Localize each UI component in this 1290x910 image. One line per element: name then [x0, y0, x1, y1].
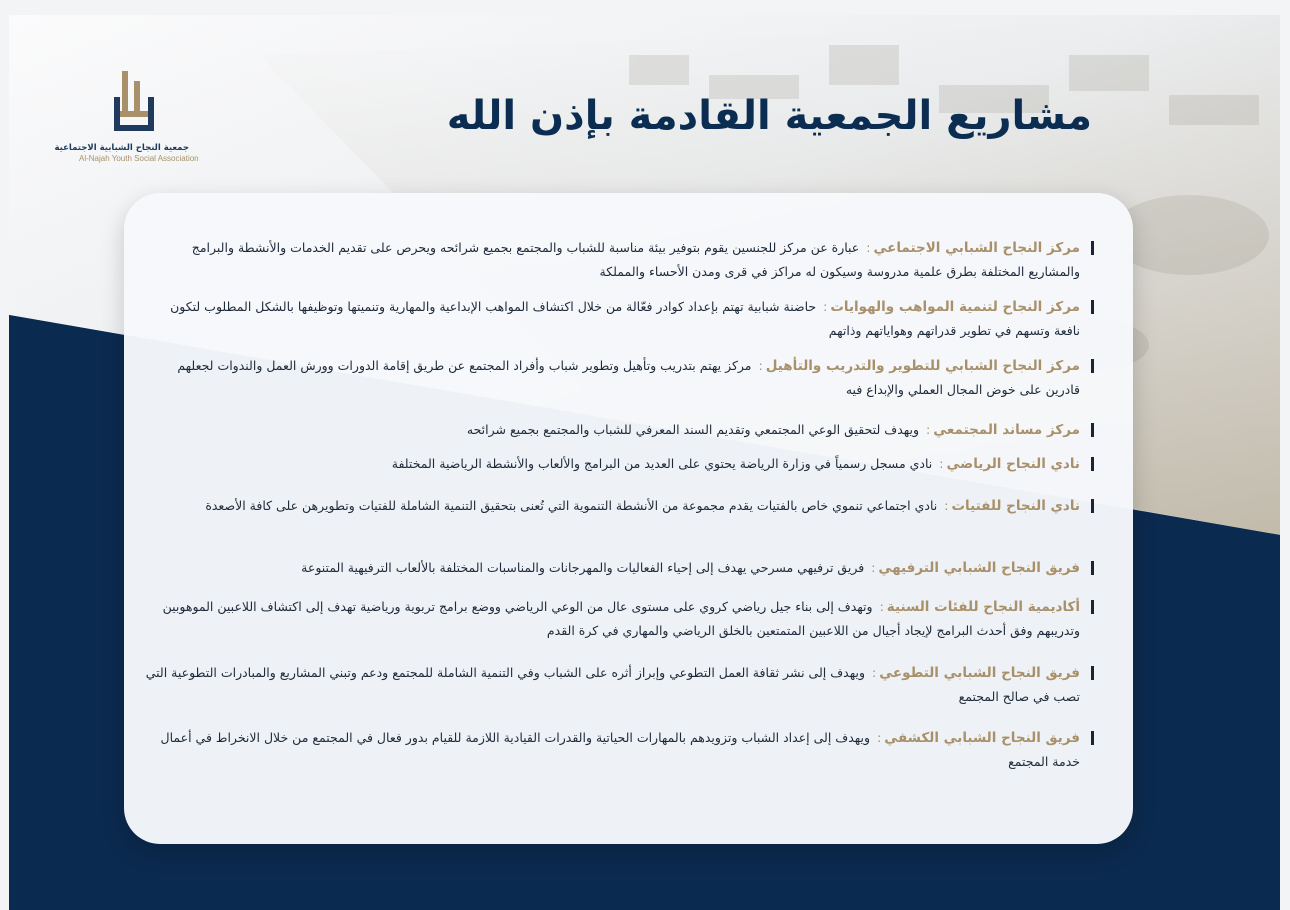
logo-text-english: Al-Najah Youth Social Association [79, 154, 199, 163]
project-item [144, 595, 1094, 642]
separator: : [866, 240, 871, 255]
project-item [144, 354, 1094, 401]
project-description: ويهدف لتحقيق الوعي المجتمعي وتقديم السند المعرفي للشباب والمجتمع بجميع شرائحه [466, 422, 920, 437]
separator: : [823, 299, 828, 314]
separator: : [871, 560, 876, 575]
project-name: فريق النجاح الشبابي التطوعي [879, 665, 1080, 681]
project-item [144, 494, 1094, 518]
project-description: نادي مسجل رسمياً في وزارة الرياضة يحتوي على العديد من البرامج والألعاب والأنشطة الرياضية المختلفة [391, 456, 933, 471]
association-logo [54, 67, 199, 177]
project-name: أكاديمية النجاح للفئات السنية [886, 599, 1080, 615]
project-name: فريق النجاح الشبابي الترفيهي [878, 560, 1080, 576]
separator: : [944, 498, 949, 513]
separator: : [939, 456, 944, 471]
project-item [144, 418, 1094, 442]
project-description: فريق ترفيهي مسرحي يهدف إلى إحياء الفعاليات والمهرجانات والمناسبات المختلفة بالألعاب الترفيهية المتنوعة [301, 560, 865, 575]
project-name: مركز مساند المجتمعي [933, 422, 1080, 438]
project-item [144, 295, 1094, 342]
projects-card [124, 193, 1133, 844]
project-name: مركز النجاح الشبابي الاجتماعي [873, 240, 1080, 256]
page-title: مشاريع الجمعية القادمة بإذن الله [446, 93, 1092, 139]
project-name: فريق النجاح الشبابي الكشفي [884, 730, 1080, 746]
project-name: نادي النجاح الرياضي [946, 456, 1080, 472]
separator: : [926, 422, 931, 437]
project-item [144, 236, 1094, 283]
page [9, 15, 1280, 910]
project-item [144, 556, 1094, 580]
separator: : [877, 730, 882, 745]
separator: : [879, 599, 884, 614]
project-name: نادي النجاح للفتيات [951, 498, 1080, 514]
separator: : [872, 665, 877, 680]
project-description: عبارة عن مركز للجنسين يقوم بتوفير بيئة مناسبة للشباب والمجتمع بجميع شرائحه ويحرص على تقديم الخدمات والأنشطة والبرامج والمشاريع المختلفة بطرق علمية مدروسة وسيكون له مراكز في قرى ومدن الأحساء والمملكة [191, 240, 1080, 279]
project-description: وتهدف إلى بناء جيل رياضي كروي على مستوى عال من الوعي الرياضي ووضع برامج تربوية ورياضية تهدف إلى اكتشاف اللاعبين الموهوبين وتدريبهم وفق أحدث البرامج لإيجاد أجيال من اللاعبين المتمتعين بالخلق الرياضي والمهاري في كرة القدم [162, 599, 1080, 638]
project-item [144, 726, 1094, 773]
project-name: مركز النجاح لتنمية المواهب والهوايات [830, 299, 1080, 315]
project-description: ويهدف إلى نشر ثقافة العمل التطوعي وإبراز أثره على الشباب وفي التنمية الشاملة للمجتمع ودعم وتبني المشاريع والمبادرات التطوعية التي تصب في صالح المجتمع [145, 665, 1080, 704]
project-name: مركز النجاح الشبابي للتطوير والتدريب والتأهيل [765, 358, 1080, 374]
logo-mark-icon [104, 67, 164, 137]
project-description: ويهدف إلى إعداد الشباب وتزويدهم بالمهارات الحياتية والقدرات القيادية اللازمة للقيام بدور فعال في المجتمع من خلال الانخراط في أعمال خدمة المجتمع [160, 730, 1080, 769]
project-description: نادي اجتماعي تنموي خاص بالفتيات يقدم مجموعة من الأنشطة التنموية التي تُعنى بتحقيق التنمية الشاملة للفتيات وتطويرهن على كافة الأصعدة [205, 498, 938, 513]
separator: : [758, 358, 763, 373]
logo-text-arabic: جمعية النجاح الشبابية الاجتماعية [54, 143, 189, 153]
project-description: حاضنة شبابية تهتم بإعداد كوادر فعّالة من خلال اكتشاف المواهب الإبداعية والمهارية وتنميتها وتوظيفها بالشكل المطلوب لتكون نافعة وتسهم في تطوير قدراتهم وهواياتهم وذاتهم [170, 299, 1080, 338]
project-description: مركز يهتم بتدريب وتأهيل وتطوير شباب وأفراد المجتمع عن طريق إقامة الدورات وورش العمل والندوات لجعلهم قادرين على خوض المجال العملي والإبداع فيه [177, 358, 1080, 397]
project-item [144, 452, 1094, 476]
project-item [144, 661, 1094, 708]
